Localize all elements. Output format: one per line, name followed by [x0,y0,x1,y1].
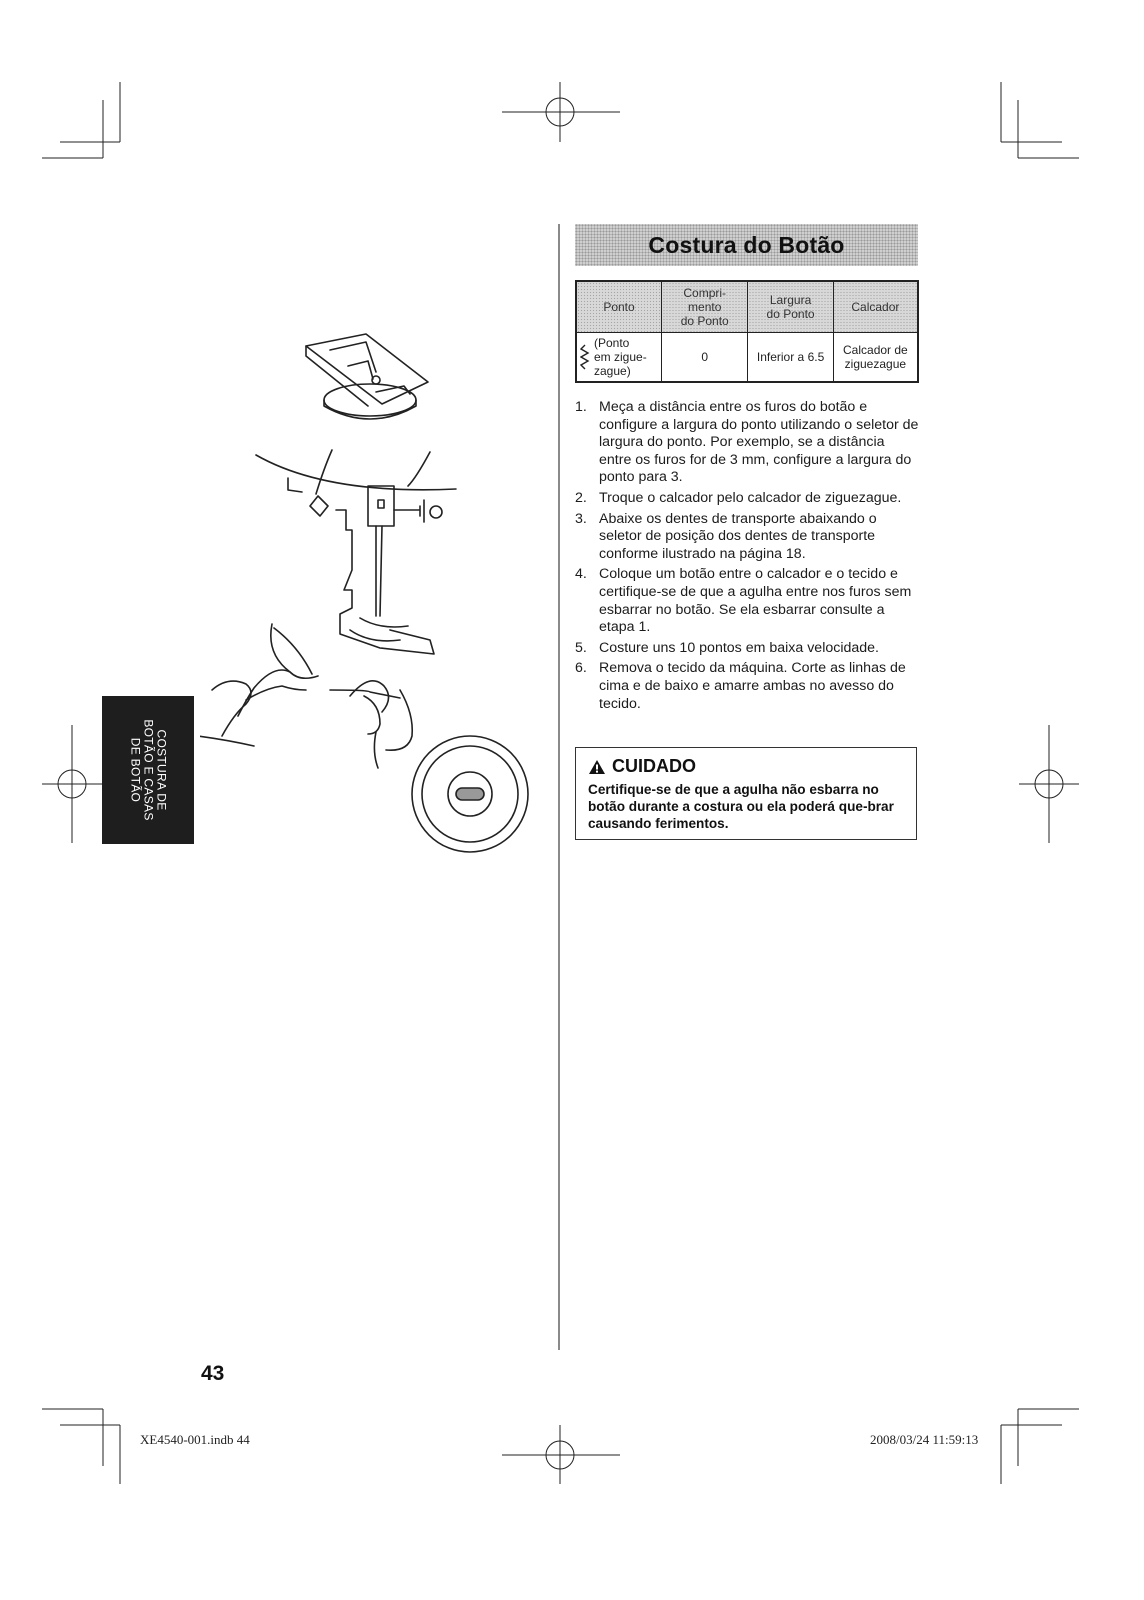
chapter-side-tab [102,696,194,844]
page-number: 43 [201,1362,225,1385]
cell-ponto-text: (Ponto em zigue- zague) [594,336,647,378]
steps-list [575,399,920,716]
cell-ponto [576,333,662,383]
table-row [576,333,918,383]
zigzag-stitch-icon [580,344,590,370]
registration-mark-icon [42,82,1079,1484]
slug-timestamp: 2008/03/24 11:59:13 [870,1432,979,1447]
list-item: 5. Costure uns 10 pontos em baixa velocidade. [575,639,879,656]
presser-foot-on-button [306,334,428,419]
column-divider [558,224,560,1350]
table-header-row [576,281,918,333]
needle-and-foot [256,450,456,654]
cell-comprimento: 0 [662,333,748,383]
list-item: 2. Troque o calcador pelo calcador de ziguezague. [575,489,902,506]
list-item: 4. Coloque um botão entre o calcador e o tecido e certifique-se de que a agulha entre nos furos sem esbarrar no botão. Se ela esbarrar consulte a etapa 1. [575,566,912,636]
caution-box [575,747,917,840]
caution-text: Certifique-se de que a agulha não esbarra no botão durante a costura ou ela poderá que-brar causando ferimentos. [588,782,894,831]
cell-largura: Inferior a 6.5 [748,333,833,383]
slug-file: XE4540-001.indb 44 [140,1432,250,1447]
header-comprimento: Compri- mento do Ponto [662,281,748,333]
header-calcador: Calcador [833,281,918,333]
list-item: 3. Abaixe os dentes de transporte abaixando o seletor de posição dos dentes de transporte conforme ilustrado na página 18. [575,510,877,562]
button-drawing [412,736,528,852]
hands-tying-thread [200,624,412,768]
caution-header [588,756,904,777]
section-title: Costura do Botão [648,231,845,258]
list-item: 1. Meça a distância entre os furos do botão e configure a largura do ponto utilizando o seletor de largura do ponto. Por exemplo, se a distância entre os furos for de 3 mm, configure a largura do ponto para 3. [575,399,919,486]
stitch-settings-table [575,280,919,383]
header-ponto: Ponto [576,281,662,333]
header-largura: Largura do Ponto [748,281,833,333]
warning-triangle-icon [588,759,606,775]
chapter-side-tab-label: COSTURA DE BOTÃO E CASAS DE BOTÃO [128,719,169,821]
caution-title: CUIDADO [612,756,696,776]
illustration-button-sewing [200,300,540,860]
cell-calcador: Calcador de ziguezague [833,333,918,383]
section-title-band [575,224,918,266]
list-item: 6. Remova o tecido da máquina. Corte as linhas de cima e de baixo e amarre ambas no avesso do tecido. [575,660,906,712]
